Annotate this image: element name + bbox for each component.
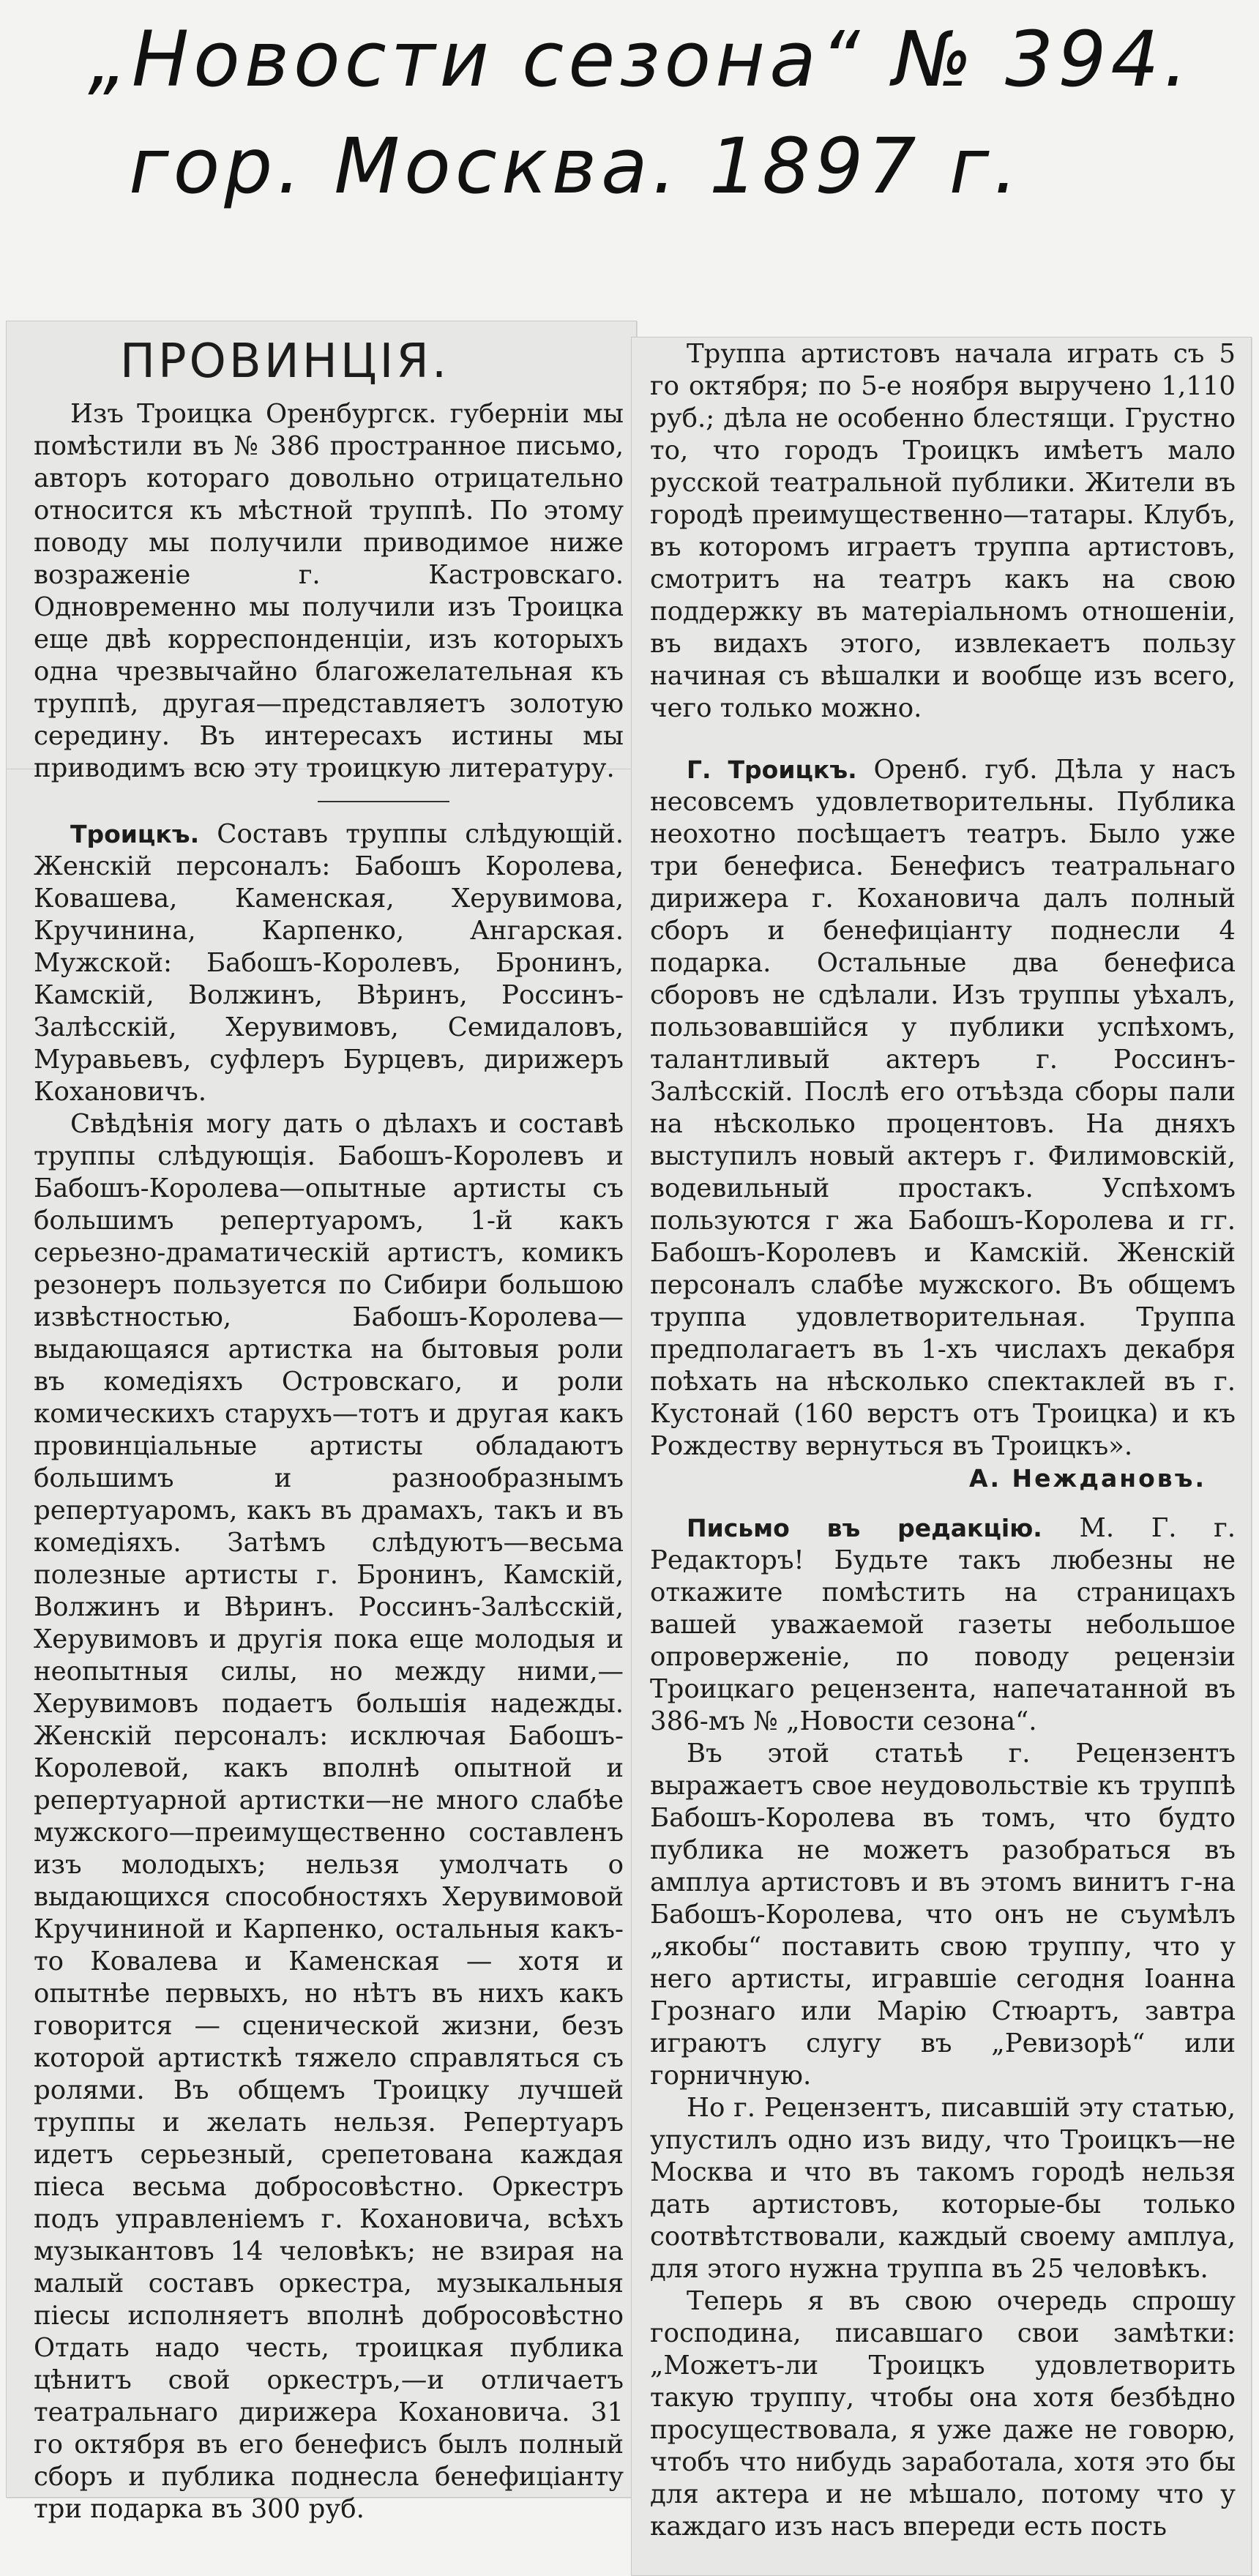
handwritten-source-note: „Новости сезона“ № 394. (88, 15, 1192, 104)
correspondence-1-paragraph-3: Труппа артистовъ начала играть съ 5 го октября; по 5-е ноября выручено 1,110 руб.; дѣла не особенно блестящи. Грустно то, что городъ Троицкъ имѣетъ мало русской театральной публики. Жители въ городѣ преимущественно—татары. Клубъ, въ которомъ играетъ труппа артистовъ, смотритъ на театръ какъ на свою поддержку въ матеріальномъ отношеніи, въ видахъ этого, извлекаетъ пользу начиная съ вѣшалки и вообще изъ всего, чего только можно. (650, 339, 1236, 723)
letter-title: Письмо въ редакцію. (687, 1514, 1042, 1542)
letter-paragraph-4: Теперь я въ свою очередь спрошу господина, писавшаго свои замѣтки: „Можетъ-ли Троицкъ удовлетворить такую труппу, чтобы она хотя безбѣдно просуществовала, я уже даже не говорю, чтобъ что нибудь заработала, хотя это бы для актера и не мѣшало, потому что у каждаго изъ насъ впереди есть пость (650, 2286, 1236, 2542)
correspondence-2-signature: А. Неждановъ. (968, 1464, 1206, 1493)
separator-rule (318, 801, 449, 802)
letter-paragraph-2: Въ этой статьѣ г. Рецензентъ выражаетъ свое неудовольствіе къ труппѣ Бабошъ-Королева въ томъ, что будто публика не можетъ разобраться въ амплуа артистовъ и въ этомъ винитъ г-на Бабошъ-Королева, что онъ не съумѣлъ „якобы“ поставить свою труппу, что у него артисты, игравшіе сегодня Іоанна Грознаго или Марію Стюартъ, завтра играютъ слугу въ „Ревизорѣ“ или горничную. (650, 1739, 1236, 2091)
letter-paragraph-3: Но г. Рецензентъ, писавшій эту статью, упустилъ одно изъ виду, что Троицкъ—не Москва и что въ такомъ городѣ нельзя дать артистовъ, которые-бы только соотвѣтствовали, каждый своему амплуа, для этого нужна труппа въ 25 человѣкъ. (650, 2093, 1236, 2284)
correspondence-1-place: Троицкъ. (70, 820, 200, 848)
left-text-column (34, 328, 624, 2525)
section-heading: ПРОВИНЦІЯ. (119, 335, 450, 389)
correspondence-1-paragraph-2: Свѣдѣнія могу дать о дѣлахъ и составѣ труппы слѣдующія. Бабошъ-Королевъ и Бабошъ-Королева—опытные артисты съ большимъ репертуаромъ, 1-й какъ серьезно-драматическій артистъ, комикъ резонеръ пользуется по Сибири большою извѣстностью, Бабошъ-Королева—выдающаяся артистка на бытовыя роли въ комедіяхъ Островскаго, и роли комическихъ старухъ—тотъ и другая какъ провинціальные артисты обладаютъ большимъ и разнообразнымъ репертуаромъ, какъ въ драмахъ, такъ и въ комедіяхъ. Затѣмъ слѣдуютъ—весьма полезные артисты г. Бронинъ, Камскій, Волжинъ и Вѣринъ. Россинъ-Залѣсскій, Херувимовъ и другія пока еще молодыя и неопытныя силы, но между ними,—Херувимовъ подаетъ большія надежды. Женскій персоналъ: исключая Бабошъ-Королевой, какъ вполнѣ опытной и репертуарной артистки—не много слабѣе мужского—преимущественно составленъ изъ молодыхъ; нельзя умолчать о выдающихся способностяхъ Херувимовой Кручининой и Карпенко, остальныя какъ-то Ковалева и Каменская — хотя и опытнѣе первыхъ, но нѣтъ въ нихъ какъ говорится — сценической жизни, безъ которой артисткѣ тяжело справляться съ ролями. Въ общемъ Троицку лучшей труппы и желать нельзя. Репертуаръ идетъ серьезный, срепетована каждая піеса весьма добросовѣстно. Оркестръ подъ управленіемъ г. Кохановича, всѣхъ музыкантовъ 14 человѣкъ; не взирая на малый составъ оркестра, музыкальныя піесы исполняетъ вполнѣ добросовѣстно Отдать надо честь, троицкая публика цѣнитъ свой оркестръ,—и отличаетъ театральнаго дирижера Кохановича. 31 го октября въ его бенефисъ былъ полный сборъ и публика поднесла бенефиціанту три подарка въ 300 руб. (34, 1109, 624, 2524)
editorial-intro: Изъ Троицка Оренбургск. губерніи мы помѣстили въ № 386 пространное письмо, авторъ котораго довольно отрицательно относится къ мѣстной труппѣ. По этому поводу мы получили приводимое ниже возраженіе г. Кастровскаго. Одновременно мы получили изъ Троицка еще двѣ корреспонденціи, изъ которыхъ одна чрезвычайно благожелательная къ труппѣ, другая—представляетъ золотую середину. Въ интересахъ истины мы приводимъ всю эту троицкую литературу. (34, 399, 624, 783)
letter-paragraph-1: Письмо въ редакцію. М. Г. г. Редакторъ! Будьте такъ любезны не откажите помѣстить на страницахъ вашей уважаемой газеты небольшое опроверженіе, по поводу рецензіи Троицкаго рецензента, напечатанной въ 386-мъ № „Новости сезона“. (650, 1513, 1236, 1736)
right-text-column (650, 338, 1236, 2543)
correspondence-2-paragraph-1: Г. Троицкъ. Оренб. губ. Дѣла у насъ несовсемъ удовлетворительны. Публика неохотно посѣщаетъ театръ. Было уже три бенефиса. Бенефисъ театральнаго дирижера г. Кохановича далъ полный сборъ и бенефиціанту поднесли 4 подарка. Остальные два бенефиса сборовъ не сдѣлали. Изъ труппы уѣхалъ, пользовавшійся у публики успѣхомъ, талантливый актеръ г. Россинъ-Залѣсскій. Послѣ его отъѣзда сборы пали на нѣсколько процентовъ. На дняхъ выступилъ новый актеръ г. Филимовскій, водевильный простакъ. Успѣхомъ пользуются г жа Бабошъ-Королева и гг. Бабошъ-Королевъ и Камскій. Женскій персоналъ слабѣе мужского. Въ общемъ труппа удовлетворительная. Труппа предполагаетъ въ 1-хъ числахъ декабря поѣхать на нѣсколько спектаклей въ г. Кустонай (160 верстъ отъ Троицка) и къ Рождеству вернуться въ Троицкъ». (650, 755, 1236, 1461)
correspondence-2-place: Г. Троицкъ. (687, 755, 857, 784)
correspondence-1-paragraph-1: Троицкъ. Составъ труппы слѣдующій. Женскій персоналъ: Бабошъ Королева, Ковашева, Каменская, Херувимова, Кручинина, Карпенко, Ангарская. Мужской: Бабошъ-Королевъ, Бронинъ, Камскій, Волжинъ, Вѣринъ, Россинъ-Залѣсскій, Херувимовъ, Семидаловъ, Муравьевъ, суфлеръ Бурцевъ, дирижеръ Кохановичъ. (34, 819, 624, 1107)
handwritten-city-year-note: гор. Москва. 1897 г. (129, 122, 1023, 211)
